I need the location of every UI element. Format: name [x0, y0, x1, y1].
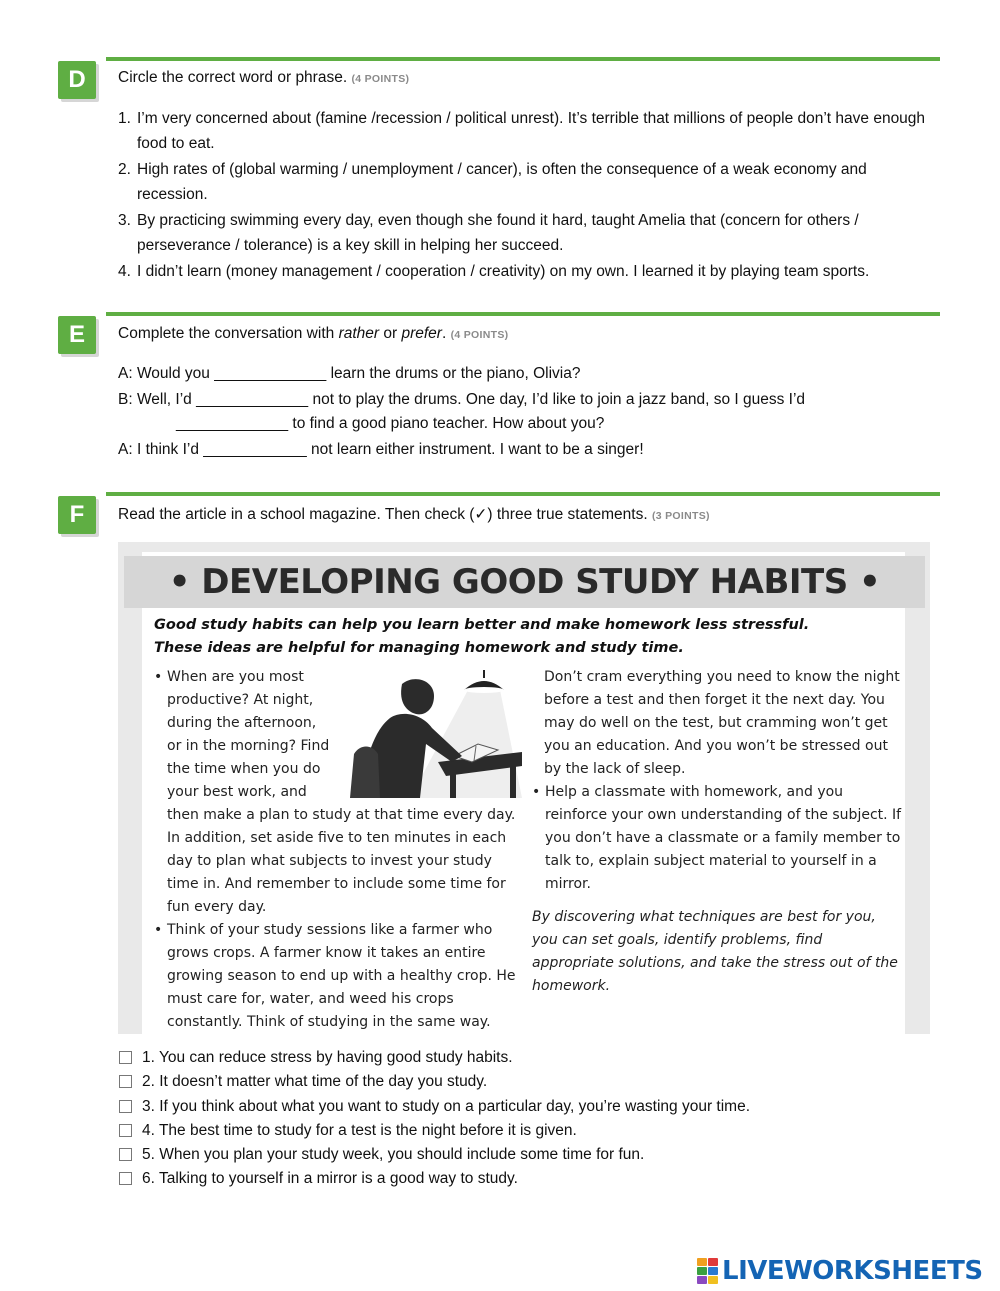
- checkbox-5[interactable]: [119, 1148, 132, 1161]
- section-f-badge: F: [58, 496, 96, 534]
- list-item: 3. If you think about what you want to study on a particular day, you’re wasting your time.: [119, 1095, 939, 1119]
- choice-sentence-1[interactable]: I’m very concerned about (famine /recession / political unrest). It’s terrible that millions of people don’t have enough food to eat.: [137, 110, 926, 152]
- section-f: [58, 492, 940, 536]
- choice-sentence-3[interactable]: By practicing swimming every day, even though she found it hard, taught Amelia that (concern for others / perseverance / tolerance) is a key skill in helping her succeed.: [137, 212, 859, 254]
- list-item: 3. By practicing swimming every day, even though she found it hard, taught Amelia that (concern for others / perseverance / tolerance) is a key skill in helping her succeed.: [118, 212, 859, 254]
- section-d-badge: D: [58, 61, 96, 99]
- section-e-rule: [106, 312, 940, 316]
- choice-sentence-2[interactable]: High rates of (global warming / unemployment / cancer), is often the consequence of a weak economy and recession.: [137, 161, 867, 203]
- blank-input-3[interactable]: _____________: [176, 415, 289, 432]
- list-item: 1. I’m very concerned about (famine /recession / political unrest). It’s terrible that millions of people don’t have enough food to eat.: [118, 110, 926, 152]
- true-statements-list: [119, 1046, 939, 1192]
- section-d-instruction: Circle the correct word or phrase. (4 POINTS): [118, 69, 410, 86]
- section-d-list: [118, 106, 940, 284]
- article-column-right: [532, 666, 904, 998]
- section-d-rule: [106, 57, 940, 61]
- blank-input-2[interactable]: _____________: [196, 391, 309, 408]
- section-e-badge: E: [58, 316, 96, 354]
- list-item: 4. I didn’t learn (money management / cooperation / creativity) on my own. I learned it by playing team sports.: [118, 263, 870, 280]
- checkbox-1[interactable]: [119, 1051, 132, 1064]
- article-title: • DEVELOPING GOOD STUDY HABITS •: [124, 556, 925, 608]
- checkbox-4[interactable]: [119, 1124, 132, 1137]
- section-f-instruction: Read the article in a school magazine. Then check (✓) three true statements. (3 POINTS): [118, 506, 710, 523]
- article-conclusion: By discovering what techniques are best for you, you can set goals, identify problems, find appropriate solutions, and take the stress out of the homework.: [532, 909, 898, 994]
- section-e-points: (4 POINTS): [450, 329, 509, 341]
- article-panel: [118, 542, 930, 1034]
- conversation-line: _____________ to find a good piano teacher. How about you?: [118, 411, 940, 437]
- list-item: 4. The best time to study for a test is the night before it is given.: [119, 1119, 939, 1143]
- section-d-points: (4 POINTS): [351, 73, 410, 85]
- article-bullet: • When are you most productive? At night, during the afternoon, or in the morning? Find the time when you do your best work, and then make a plan to study at that time every day. In addition, set aside five to ten minutes in each day to plan what subjects to invest your study time in. And remember to include some time for fun every day.: [154, 666, 526, 919]
- choice-sentence-4[interactable]: I didn’t learn (money management / cooperation / creativity) on my own. I learned it by playing team sports.: [137, 263, 870, 280]
- section-e: [58, 312, 940, 472]
- article-bullet: • Think of your study sessions like a farmer who grows crops. A farmer know it takes an entire growing season to end up with a healthy crop. He must care for, water, and weed his crops constantly. Think of studying in the same way.: [154, 919, 526, 1034]
- conversation-line: B: Well, I’d _____________ not to play the drums. One day, I’d like to join a jazz band, so I guess I’d: [118, 387, 940, 413]
- list-item: 5. When you plan your study week, you should include some time for fun.: [119, 1143, 939, 1167]
- section-f-points: (3 POINTS): [651, 510, 710, 522]
- section-d: [58, 57, 940, 287]
- section-e-instruction: Complete the conversation with rather or prefer. (4 POINTS): [118, 325, 509, 342]
- blank-input-4[interactable]: ____________: [203, 441, 307, 458]
- article-intro: Good study habits can help you learn better and make homework less stressful. These ideas are helpful for managing homework and study time.: [154, 617, 810, 656]
- list-item: 2. It doesn’t matter what time of the day you study.: [119, 1070, 939, 1094]
- conversation: [118, 361, 940, 463]
- logo-text: LIVEWORKSHEETS: [722, 1256, 983, 1286]
- liveworksheets-logo[interactable]: [697, 1254, 983, 1288]
- checkbox-3[interactable]: [119, 1100, 132, 1113]
- article-bullet: • Help a classmate with homework, and you reinforce your own understanding of the subject. If you don’t have a classmate or a family member to talk to, explain subject material to yourself in a mirror.: [532, 781, 904, 896]
- checkbox-6[interactable]: [119, 1172, 132, 1185]
- article-paragraph: Don’t cram everything you need to know the night before a test and then forget it the next day. You may do well on the test, but cramming won’t get you an education. And you won’t be stressed out by the lack of sleep.: [544, 669, 900, 777]
- conversation-line: A: Would you _____________ learn the drums or the piano, Olivia?: [118, 361, 940, 387]
- student-studying-illustration: [350, 670, 522, 798]
- list-item: 1. You can reduce stress by having good study habits.: [119, 1046, 939, 1070]
- list-item: 2. High rates of (global warming / unemployment / cancer), is often the consequence of a weak economy and recession.: [118, 161, 867, 203]
- checkbox-2[interactable]: [119, 1075, 132, 1088]
- section-f-rule: [106, 492, 940, 496]
- conversation-line: A: I think I’d ____________ not learn either instrument. I want to be a singer!: [118, 437, 940, 463]
- list-item: 6. Talking to yourself in a mirror is a good way to study.: [119, 1167, 939, 1191]
- blank-input-1[interactable]: _____________: [214, 365, 327, 382]
- liveworksheets-cubes-icon: [697, 1258, 718, 1284]
